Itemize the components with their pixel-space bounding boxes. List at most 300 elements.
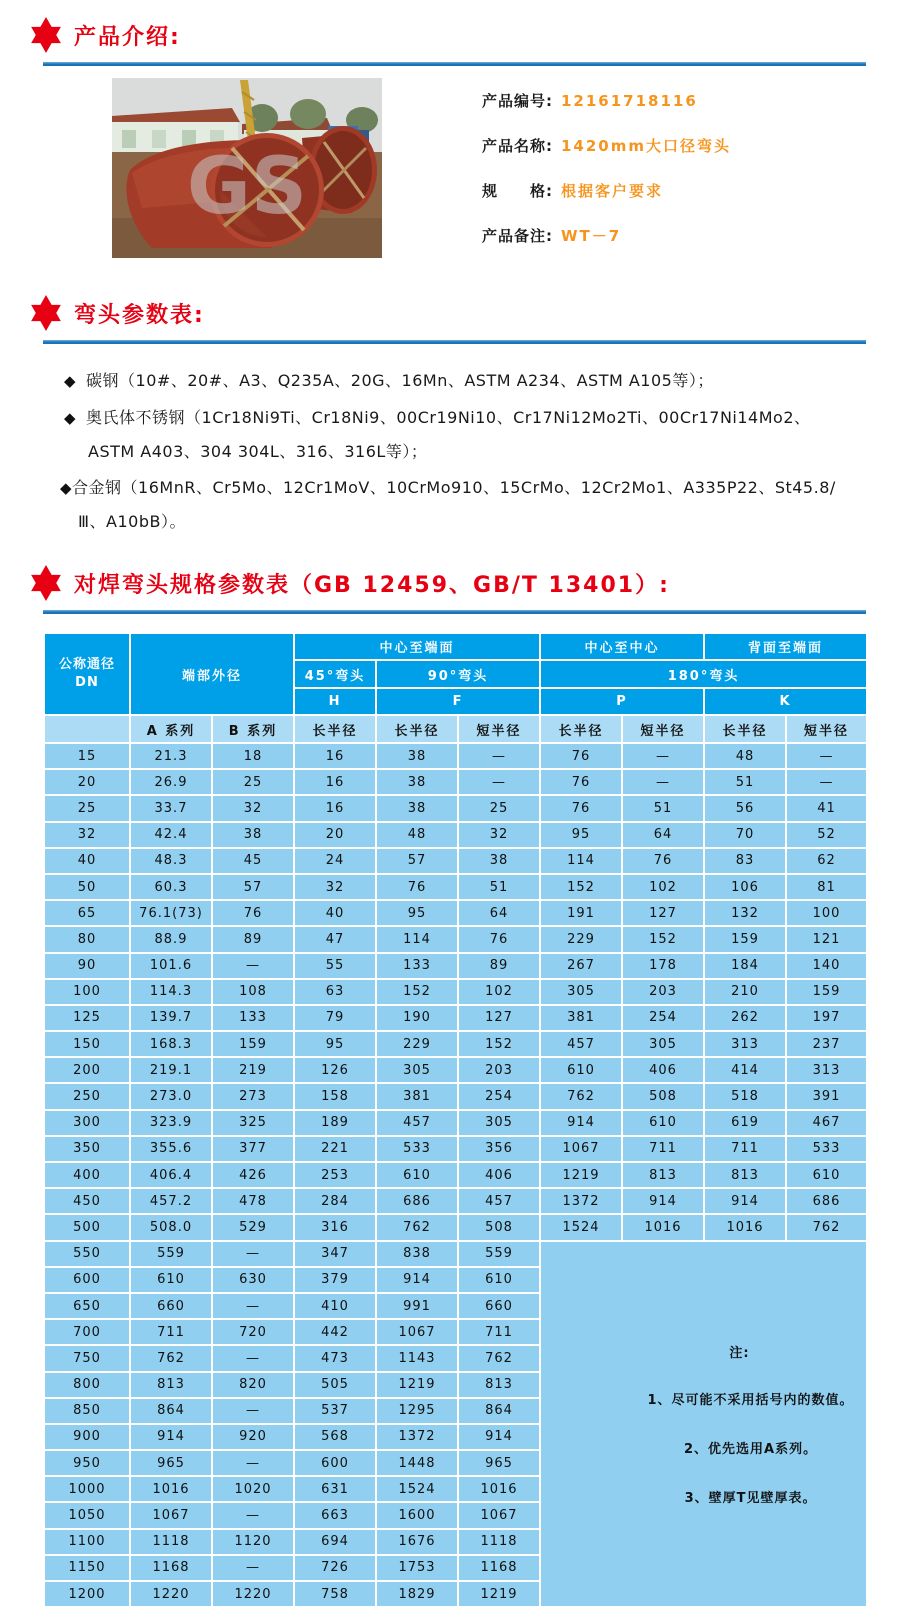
table-cell: 610 [622,1110,704,1136]
table-cell: 47 [294,926,376,952]
table-cell: — [622,743,704,769]
table-cell: 914 [130,1424,212,1450]
table-cell: 610 [540,1057,622,1083]
table-cell: 381 [376,1083,458,1109]
table-cell: 114 [540,848,622,874]
table-cell: 1829 [376,1581,458,1607]
table-cell: 813 [130,1372,212,1398]
table-cell: 720 [212,1319,294,1345]
table-cell: 40 [294,900,376,926]
table-cell: 273 [212,1083,294,1109]
red-star-icon [28,16,64,54]
table-row [44,953,867,979]
col-header-K: K [704,688,867,715]
table-cell: 126 [294,1057,376,1083]
table-cell: 48 [376,822,458,848]
table-cell: 76 [622,848,704,874]
table-cell: 1100 [44,1529,130,1555]
table-cell: 711 [458,1319,540,1345]
table-cell: 1118 [130,1529,212,1555]
table-cell: 1067 [376,1319,458,1345]
table-cell: 600 [294,1450,376,1476]
table-cell: 914 [704,1188,786,1214]
table-cell: 95 [540,822,622,848]
table-cell: 1016 [704,1214,786,1240]
table-cell: 38 [376,743,458,769]
table-cell: 900 [44,1424,130,1450]
col-header-end-od: 端部外径 [130,633,294,715]
product-field-row [482,225,731,247]
table-cell: 1016 [622,1214,704,1240]
diamond-bullet-icon: ◆ [64,372,77,390]
table-cell: 406.4 [130,1162,212,1188]
product-fields [482,78,731,270]
table-cell: 190 [376,1005,458,1031]
table-cell: 950 [44,1450,130,1476]
table-cell: 64 [458,900,540,926]
table-cell: 1016 [458,1476,540,1502]
table-cell: 25 [212,769,294,795]
table-cell: 1067 [458,1502,540,1528]
table-cell: 533 [786,1136,867,1162]
table-cell: 16 [294,769,376,795]
table-cell: 152 [458,1031,540,1057]
product-field-value: 12161718116 [561,92,698,110]
table-cell: 24 [294,848,376,874]
column-subheader-cell: 长半径 [294,715,376,743]
table-cell: 762 [540,1083,622,1109]
table-row [44,743,867,769]
table-cell: 406 [622,1057,704,1083]
table-cell: 991 [376,1293,458,1319]
table-cell: 21.3 [130,743,212,769]
table-cell: — [212,1345,294,1371]
table-cell: 660 [130,1293,212,1319]
table-cell: 60.3 [130,874,212,900]
table-cell: 467 [786,1110,867,1136]
table-cell: 20 [294,822,376,848]
table-cell: 32 [44,822,130,848]
material-item [64,401,849,468]
table-cell: 518 [704,1083,786,1109]
table-cell: 758 [294,1581,376,1607]
table-cell: 20 [44,769,130,795]
column-subheader-cell [44,715,130,743]
table-cell: 711 [704,1136,786,1162]
table-cell: 426 [212,1162,294,1188]
table-cell: 80 [44,926,130,952]
table-cell: 133 [212,1005,294,1031]
table-cell: 391 [786,1083,867,1109]
table-cell: 1220 [130,1581,212,1607]
red-star-icon [28,564,64,602]
notes-title: 注: [729,1345,750,1361]
table-row [44,1110,867,1136]
table-cell: 191 [540,900,622,926]
table-cell: 813 [704,1162,786,1188]
table-cell: 559 [458,1241,540,1267]
material-item [60,471,849,538]
table-cell: 711 [130,1319,212,1345]
table-cell: 508 [622,1083,704,1109]
table-cell: 442 [294,1319,376,1345]
table-cell: 914 [622,1188,704,1214]
table-cell: 1372 [376,1424,458,1450]
table-row [44,1188,867,1214]
table-cell: 100 [44,979,130,1005]
material-item [64,364,849,398]
table-cell: 57 [376,848,458,874]
table-cell: 355.6 [130,1136,212,1162]
table-cell: 254 [458,1083,540,1109]
table-cell: 914 [458,1424,540,1450]
table-cell: 219.1 [130,1057,212,1083]
table-cell: 89 [212,926,294,952]
table-cell: — [622,769,704,795]
product-intro [112,78,909,270]
table-cell: 159 [212,1031,294,1057]
table-cell: 210 [704,979,786,1005]
col-header-center-to-center: 中心至中心 [540,633,704,660]
col-header-dn-line2: DN [75,675,99,690]
table-cell: 42.4 [130,822,212,848]
table-row [44,769,867,795]
table-row [44,874,867,900]
table-cell: 56 [704,795,786,821]
column-subheader-cell: B 系列 [212,715,294,743]
column-subheader-cell: 短半径 [458,715,540,743]
table-cell: 400 [44,1162,130,1188]
table-cell: 1120 [212,1529,294,1555]
note-item: 1、尽可能不采用括号内的数值。 [647,1392,854,1408]
section-header-params [28,294,867,332]
product-field-value: WT－7 [561,227,622,245]
materials-list [60,364,849,538]
table-cell: 139.7 [130,1005,212,1031]
table-cell: 864 [458,1398,540,1424]
table-cell: 90 [44,953,130,979]
product-field-label: 产品编号: [482,92,553,110]
table-cell: 89 [458,953,540,979]
table-cell: 38 [458,848,540,874]
table-cell: 377 [212,1136,294,1162]
table-cell: 1067 [540,1136,622,1162]
table-cell: 1168 [458,1555,540,1581]
table-cell: 79 [294,1005,376,1031]
table-cell: 762 [786,1214,867,1240]
table-cell: 1295 [376,1398,458,1424]
table-cell: 650 [44,1293,130,1319]
table-cell: 1220 [212,1581,294,1607]
table-cell: 700 [44,1319,130,1345]
table-cell: 127 [622,900,704,926]
table-cell: 750 [44,1345,130,1371]
divider-line [43,62,866,66]
table-cell: 253 [294,1162,376,1188]
spec-table-subheader-row [44,715,867,743]
col-header-90-elbow: 90°弯头 [376,660,540,688]
red-star-icon [28,294,64,332]
table-row [44,926,867,952]
section-header-spec [28,564,867,602]
table-cell: 64 [622,822,704,848]
table-cell: 864 [130,1398,212,1424]
table-cell: 500 [44,1214,130,1240]
table-cell: 50 [44,874,130,900]
col-header-45-elbow: 45°弯头 [294,660,376,688]
table-cell: 1219 [458,1581,540,1607]
table-cell: 221 [294,1136,376,1162]
table-cell: 1050 [44,1502,130,1528]
table-cell: — [212,1555,294,1581]
table-cell: 25 [458,795,540,821]
table-row [44,848,867,874]
product-field-label: 规 格: [482,182,553,200]
table-cell: 1143 [376,1345,458,1371]
table-row [44,1057,867,1083]
table-cell: 1020 [212,1476,294,1502]
table-cell: 694 [294,1529,376,1555]
table-cell: 630 [212,1267,294,1293]
divider-line [43,610,866,614]
col-header-180-elbow: 180°弯头 [540,660,867,688]
table-cell: 38 [212,822,294,848]
table-cell: 1000 [44,1476,130,1502]
table-cell: 140 [786,953,867,979]
table-cell: 76 [376,874,458,900]
table-cell: 219 [212,1057,294,1083]
section-title-params: 弯头参数表: [74,302,205,328]
table-cell: 168.3 [130,1031,212,1057]
table-cell: 508 [458,1214,540,1240]
photo-watermark-text: GS [186,142,308,232]
table-cell: 70 [704,822,786,848]
table-cell: 32 [294,874,376,900]
table-cell: 40 [44,848,130,874]
section-header-intro [28,16,867,54]
table-cell: 178 [622,953,704,979]
table-cell: 57 [212,874,294,900]
product-field-row [482,180,731,202]
table-cell: — [212,1293,294,1319]
table-cell: 600 [44,1267,130,1293]
table-cell: 102 [458,979,540,1005]
table-cell: 610 [376,1162,458,1188]
table-cell: 51 [458,874,540,900]
table-cell: 568 [294,1424,376,1450]
table-cell: 159 [704,926,786,952]
table-row [44,1162,867,1188]
table-cell: 262 [704,1005,786,1031]
table-cell: 838 [376,1241,458,1267]
table-cell: 1600 [376,1502,458,1528]
table-cell: 1524 [376,1476,458,1502]
table-cell: 347 [294,1241,376,1267]
col-header-F: F [376,688,540,715]
table-cell: 81 [786,874,867,900]
table-cell: 1118 [458,1529,540,1555]
table-cell: 559 [130,1241,212,1267]
table-cell: 537 [294,1398,376,1424]
table-cell: 203 [458,1057,540,1083]
table-cell: — [458,769,540,795]
table-cell: 108 [212,979,294,1005]
page-title: 产品介绍: [74,24,181,50]
table-cell: 38 [376,769,458,795]
diamond-bullet-icon: ◆ [60,479,73,497]
table-cell: — [212,1450,294,1476]
table-cell: 273.0 [130,1083,212,1109]
table-cell: 114 [376,926,458,952]
material-text: 奥氏体不锈钢（1Cr18Ni9Ti、Cr18Ni9、00Cr19Ni10、Cr17Ni12Mo2Ti、00Cr17Ni14Mo2、ASTM A403、304 304L、316、316L等）； [86,408,811,461]
table-cell: 457 [376,1110,458,1136]
table-cell: 48 [704,743,786,769]
table-cell: 379 [294,1267,376,1293]
note-item: 2、优先选用A系列。 [683,1441,818,1457]
table-cell: 478 [212,1188,294,1214]
table-row [44,900,867,926]
table-cell: 762 [130,1345,212,1371]
table-cell: 48.3 [130,848,212,874]
table-cell: 800 [44,1372,130,1398]
table-cell: 55 [294,953,376,979]
table-cell: 508.0 [130,1214,212,1240]
table-cell: 26.9 [130,769,212,795]
table-cell: 305 [458,1110,540,1136]
table-cell: 95 [294,1031,376,1057]
table-cell: 350 [44,1136,130,1162]
table-cell: 726 [294,1555,376,1581]
product-field-row [482,90,731,112]
column-subheader-cell: 长半径 [540,715,622,743]
table-cell: 254 [622,1005,704,1031]
product-field-label: 产品备注: [482,227,553,245]
section-title-spec: 对焊弯头规格参数表（GB 12459、GB/T 13401）: [74,572,670,598]
table-cell: 356 [458,1136,540,1162]
table-cell: 33.7 [130,795,212,821]
table-cell: 184 [704,953,786,979]
table-cell: — [212,953,294,979]
table-cell: — [786,769,867,795]
table-cell: 101.6 [130,953,212,979]
table-cell: 158 [294,1083,376,1109]
table-row [44,1031,867,1057]
table-cell: 965 [130,1450,212,1476]
column-subheader-cell: 长半径 [376,715,458,743]
table-cell: 127 [458,1005,540,1031]
table-cell: — [212,1398,294,1424]
table-cell: 610 [786,1162,867,1188]
table-cell: 1219 [540,1162,622,1188]
spec-table-body [44,715,867,1607]
product-field-label: 产品名称: [482,137,553,155]
table-cell: 610 [130,1267,212,1293]
table-row [44,1136,867,1162]
table-cell: 414 [704,1057,786,1083]
table-cell: 914 [540,1110,622,1136]
table-cell: 76 [458,926,540,952]
table-cell: 533 [376,1136,458,1162]
table-cell: 1200 [44,1581,130,1607]
table-cell: — [458,743,540,769]
table-cell: 125 [44,1005,130,1031]
table-cell: 1753 [376,1555,458,1581]
table-cell: 76 [540,743,622,769]
table-cell: 316 [294,1214,376,1240]
table-cell: 325 [212,1110,294,1136]
table-cell: 102 [622,874,704,900]
table-cell: 18 [212,743,294,769]
col-header-back-to-face: 背面至端面 [704,633,867,660]
table-cell: 1676 [376,1529,458,1555]
table-cell: 25 [44,795,130,821]
table-cell: 229 [540,926,622,952]
col-header-center-to-face: 中心至端面 [294,633,540,660]
table-cell: 106 [704,874,786,900]
table-cell: 850 [44,1398,130,1424]
column-subheader-cell: A 系列 [130,715,212,743]
table-row [44,795,867,821]
divider-line [43,340,866,344]
table-cell: 1016 [130,1476,212,1502]
table-cell: 406 [458,1162,540,1188]
table-cell: 813 [622,1162,704,1188]
table-cell: 1448 [376,1450,458,1476]
table-cell: 88.9 [130,926,212,952]
table-cell: 76.1(73) [130,900,212,926]
table-cell: 686 [786,1188,867,1214]
table-cell: 813 [458,1372,540,1398]
col-header-dn [44,633,130,715]
table-cell: — [786,743,867,769]
table-row [44,822,867,848]
table-cell: 159 [786,979,867,1005]
table-cell: 51 [622,795,704,821]
table-cell: 95 [376,900,458,926]
col-header-H: H [294,688,376,715]
material-text: 合金钢（16MnR、Cr5Mo、12Cr1MoV、10CrMo910、15CrMo、12Cr2Mo1、A335P22、St45.8/Ⅲ、A10bB）。 [72,478,836,531]
table-cell: 305 [376,1057,458,1083]
table-cell: 610 [458,1267,540,1293]
table-cell: 76 [212,900,294,926]
table-cell: 15 [44,743,130,769]
table-cell: 62 [786,848,867,874]
table-cell: 305 [622,1031,704,1057]
product-field-value: 1420mm大口径弯头 [561,137,732,155]
table-cell: — [212,1502,294,1528]
table-cell: 32 [212,795,294,821]
table-cell: 51 [704,769,786,795]
product-photo [112,78,382,258]
table-notes-cell [540,1241,867,1608]
table-cell: 711 [622,1136,704,1162]
table-cell: 529 [212,1214,294,1240]
table-cell: — [212,1241,294,1267]
col-header-P: P [540,688,704,715]
table-cell: 300 [44,1110,130,1136]
product-field-value: 根据客户要求 [561,182,664,200]
table-cell: 820 [212,1372,294,1398]
table-cell: 250 [44,1083,130,1109]
table-cell: 1168 [130,1555,212,1581]
table-cell: 52 [786,822,867,848]
table-cell: 38 [376,795,458,821]
table-cell: 133 [376,953,458,979]
table-cell: 410 [294,1293,376,1319]
table-cell: 1524 [540,1214,622,1240]
table-cell: 197 [786,1005,867,1031]
table-cell: 762 [458,1345,540,1371]
